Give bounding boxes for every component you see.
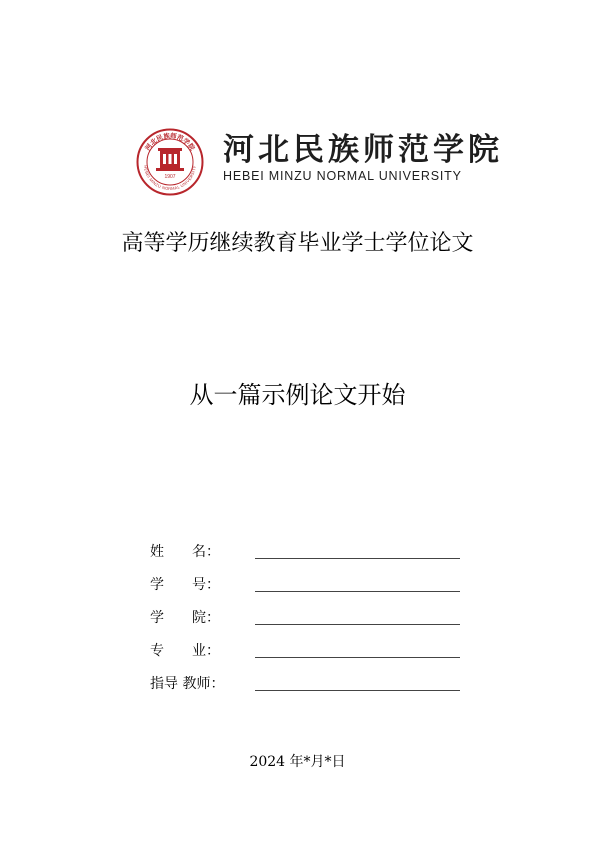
student-id-blank-line[interactable] xyxy=(255,591,460,592)
name-blank-line[interactable] xyxy=(255,558,460,559)
label-student-id: 学 号： xyxy=(150,577,220,593)
university-name-en: HEBEI MINZU NORMAL UNIVERSITY xyxy=(223,169,462,183)
college-blank-line[interactable] xyxy=(255,624,460,625)
university-seal-icon xyxy=(136,128,204,196)
major-blank-line[interactable] xyxy=(255,657,460,658)
thesis-type: 高等学历继续教育毕业学士学位论文 xyxy=(121,231,474,256)
info-row-name xyxy=(150,539,465,572)
svg-text:HEBEI MINZU NORMAL UNIVERSITY: HEBEI MINZU NORMAL UNIVERSITY xyxy=(143,165,197,192)
label-name: 姓 名： xyxy=(150,544,220,560)
university-header xyxy=(136,128,503,196)
advisor-blank-line[interactable] xyxy=(255,690,460,691)
label-advisor: 指导 教师： xyxy=(150,676,225,692)
thesis-title: 从一篇示例论文开始 xyxy=(189,381,406,409)
info-row-college xyxy=(150,605,465,638)
info-row-major xyxy=(150,638,465,671)
university-name-cn: 河北民族师范学院 xyxy=(223,132,503,168)
info-row-student-id xyxy=(150,572,465,605)
label-college: 学 院： xyxy=(150,610,220,626)
info-row-advisor xyxy=(150,671,465,704)
student-info-block xyxy=(150,539,465,704)
submission-date: 2024 年*月*日 xyxy=(249,754,346,770)
seal-year: 1907 xyxy=(164,174,176,180)
svg-text:河北民族师范学院: 河北民族师范学院 xyxy=(143,131,197,152)
label-major: 专 业： xyxy=(150,643,220,659)
